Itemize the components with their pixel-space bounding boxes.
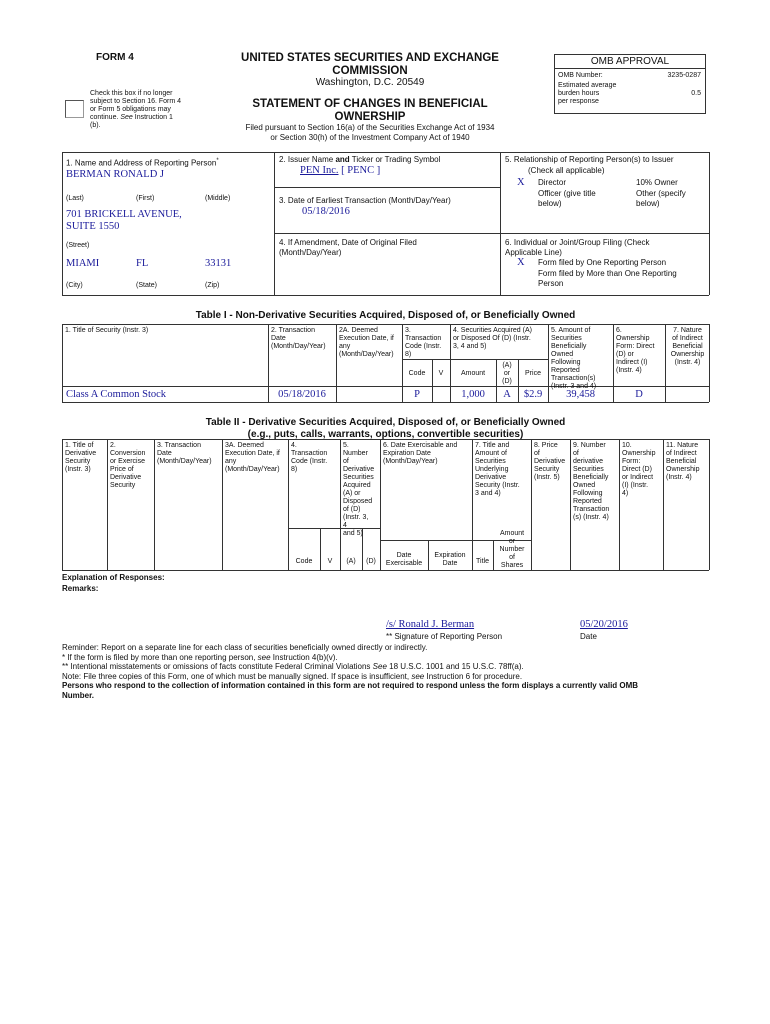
t1-row-code: P: [414, 389, 420, 400]
director-check[interactable]: X: [517, 177, 525, 188]
t2-col-conversion: 2. Conversion or Exercise Price of Derivative Security: [110, 442, 146, 489]
t2-sub-date-exercisable: Date Exercisable: [385, 552, 423, 567]
officer-label: Officer (give title below): [538, 189, 596, 208]
t1-col-code: 3. Transaction Code (Instr. 8): [405, 327, 442, 358]
table1-title: Table I - Non-Derivative Securities Acquired, Disposed of, or Beneficially Owned: [195, 310, 576, 321]
one-person-label: Form filed by One Reporting Person: [538, 258, 667, 267]
t1-col-nature: 7. Nature of Indirect Beneficial Ownership (Instr. 4): [670, 327, 705, 366]
t1-col-owned: 5. Amount of Securities Beneficially Owned Following Reported Transaction(s) (Instr. 3 and 4): [551, 327, 597, 390]
t2-sub-v: V: [327, 558, 333, 565]
state-label: (State): [136, 282, 158, 289]
t1-row-form: D: [635, 389, 643, 400]
omb-burden-value: 0.5: [691, 90, 701, 97]
checkbox-instructions: Check this box if no longer subject to Section 16. Form 4 or Form 5 obligations may continue. See Instruction 1 (b).: [90, 90, 182, 129]
t2-col-number: 5. Number of Derivative Securities Acquired (A) or Disposed of (D) (Instr. 3, 4 and 5): [343, 442, 375, 537]
footnotes: Reminder: Report on a separate line for each class of securities beneficially owned directly or indirectly. * If the form is filed by more than one reporting person, see Instruction 4(b)(v). ** Intentional misstatements or omissions of facts constitute Federal Criminal Violations See 18 U.S.C. 1001 and 15 U.S.C. 78ff(a). Note: File three copies of this Form, one of which must be manually signed. If space is insufficient, see Instruction 6 for procedure. Persons who respond to the collection of information contained in this form are not required to respond unless the form displays a currently valid OMB Number.: [62, 643, 639, 700]
t2-sub-a: (A): [346, 558, 356, 565]
omb-number-label: OMB Number:: [558, 72, 603, 79]
relationship-label: 5. Relationship of Reporting Person(s) to Issuer: [505, 155, 674, 164]
t2-col-code: 4. Transaction Code (Instr. 8): [291, 442, 328, 473]
t2-sub-expiration: Expiration Date: [434, 552, 466, 567]
form-label: FORM 4: [96, 52, 134, 63]
remarks-label: Remarks:: [62, 584, 99, 593]
t2-col-underlying: 7. Title and Amount of Securities Underlying Derivative Security (Instr. 3 and 4): [475, 442, 520, 497]
street-address[interactable]: 701 BRICKELL AVENUE, SUITE 1550: [66, 209, 182, 232]
amendment-label: 4. If Amendment, Date of Original Filed (Month/Day/Year): [279, 238, 417, 257]
ten-percent-owner-label: 10% Owner: [636, 178, 678, 187]
signature: /s/ Ronald J. Berman: [386, 619, 475, 630]
t1-col-deemed: 2A. Deemed Execution Date, if any (Month/Day/Year): [339, 327, 394, 358]
issuer-name[interactable]: PEN Inc. [ PENC ]: [300, 165, 381, 176]
t2-col-title: 1. Title of Derivative Security (Instr. 3): [65, 442, 97, 473]
t1-col-date: 2. Transaction Date (Month/Day/Year): [271, 327, 326, 350]
omb-approval-box: [554, 54, 706, 114]
t1-row-date: 05/18/2016: [278, 389, 326, 400]
city-value[interactable]: MIAMI: [66, 258, 100, 269]
t2-col-price: 8. Price of Derivative Security (Instr. 5): [534, 442, 566, 481]
t1-sub-amount: Amount: [460, 370, 486, 377]
one-person-check[interactable]: X: [517, 257, 525, 268]
street-label: (Street): [66, 242, 90, 249]
t2-col-deemed: 3A. Deemed Execution Date, if any (Month/Day/Year): [225, 442, 280, 473]
agency-city: Washington, D.C. 20549: [315, 77, 425, 88]
reporting-person-name[interactable]: BERMAN RONALD J: [66, 169, 165, 180]
t1-sub-v: V: [438, 370, 444, 377]
omb-burden-label: Estimated average burden hours per response: [558, 82, 617, 105]
t1-col-acquired: 4. Securities Acquired (A) or Disposed Of (D) (Instr. 3, 4 and 5): [453, 327, 532, 350]
check-all-label: (Check all applicable): [528, 166, 605, 175]
omb-number-value: 3235-0287: [667, 72, 701, 79]
t1-sub-code: Code: [408, 370, 426, 377]
middle-label: (Middle): [205, 195, 231, 202]
reporting-person-label: 1. Name and Address of Reporting Person*: [66, 158, 219, 168]
table2-title: Table II - Derivative Securities Acquired, Disposed of, or Beneficially Owned (e.g., puts, calls, warrants, options, convertible securities): [205, 417, 566, 440]
t2-sub-d: (D): [366, 558, 376, 565]
statement-title: STATEMENT OF CHANGES IN BENEFICIAL OWNERSHIP: [252, 98, 488, 123]
earliest-transaction-date[interactable]: 05/18/2016: [302, 206, 350, 217]
signature-date: 05/20/2016: [580, 619, 628, 630]
t1-col-form: 6. Ownership Form: Direct (D) or Indirect (I) (Instr. 4): [616, 327, 655, 374]
t1-row-title: Class A Common Stock: [66, 389, 167, 400]
more-persons-label: Form filed by More than One Reporting Person: [538, 269, 677, 288]
t2-col-exercisable: 6. Date Exercisable and Expiration Date (Month/Day/Year): [383, 442, 458, 465]
t1-row-aord: A: [503, 389, 511, 400]
filed-pursuant: Filed pursuant to Section 16(a) of the Securities Exchange Act of 1934 or Section 30(h) of the Investment Company Act of 1940: [245, 123, 495, 142]
t2-sub-code: Code: [295, 558, 313, 565]
city-label: (City): [66, 282, 83, 289]
section16-checkbox[interactable]: [65, 100, 84, 118]
signature-label: ** Signature of Reporting Person: [386, 632, 503, 641]
other-label: Other (specify below): [636, 189, 686, 208]
t1-row-price: $2.9: [523, 389, 543, 400]
explanation-label: Explanation of Responses:: [62, 573, 165, 582]
t1-row-owned: 39,458: [566, 389, 595, 400]
t1-col-title: 1. Title of Security (Instr. 3): [65, 327, 149, 334]
zip-value[interactable]: 33131: [205, 258, 232, 269]
t2-sub-amount: Amount or Number of Shares: [499, 530, 525, 569]
agency-title: UNITED STATES SECURITIES AND EXCHANGE COMMISSION: [241, 52, 499, 77]
issuer-label: 2. Issuer Name and Ticker or Trading Symbol: [279, 155, 441, 164]
t2-col-nature: 11. Nature of Indirect Beneficial Ownership (Instr. 4): [666, 442, 700, 481]
director-label: Director: [538, 178, 567, 187]
t1-sub-price: Price: [525, 370, 541, 377]
t1-row-amount: 1,000: [461, 389, 485, 400]
zip-label: (Zip): [205, 282, 220, 289]
t1-sub-aord: (A) or (D): [502, 362, 512, 385]
state-value[interactable]: FL: [136, 258, 149, 269]
date-label: Date: [580, 632, 597, 641]
last-label: (Last): [66, 195, 84, 202]
t2-col-form: 10. Ownership Form: Direct (D) or Indirect (I) (Instr. 4): [622, 442, 656, 497]
omb-title: OMB APPROVAL: [555, 55, 705, 69]
filing-type-label: 6. Individual or Joint/Group Filing (Check Applicable Line): [505, 238, 650, 257]
first-label: (First): [136, 195, 155, 202]
t2-col-date: 3. Transaction Date (Month/Day/Year): [157, 442, 212, 465]
t2-sub-title: Title: [476, 558, 489, 565]
earliest-transaction-label: 3. Date of Earliest Transaction (Month/Day/Year): [279, 196, 451, 205]
t2-col-owned: 9. Number of derivative Securities Beneficially Owned Following Reported Transaction (s) (Instr. 4): [573, 442, 610, 521]
